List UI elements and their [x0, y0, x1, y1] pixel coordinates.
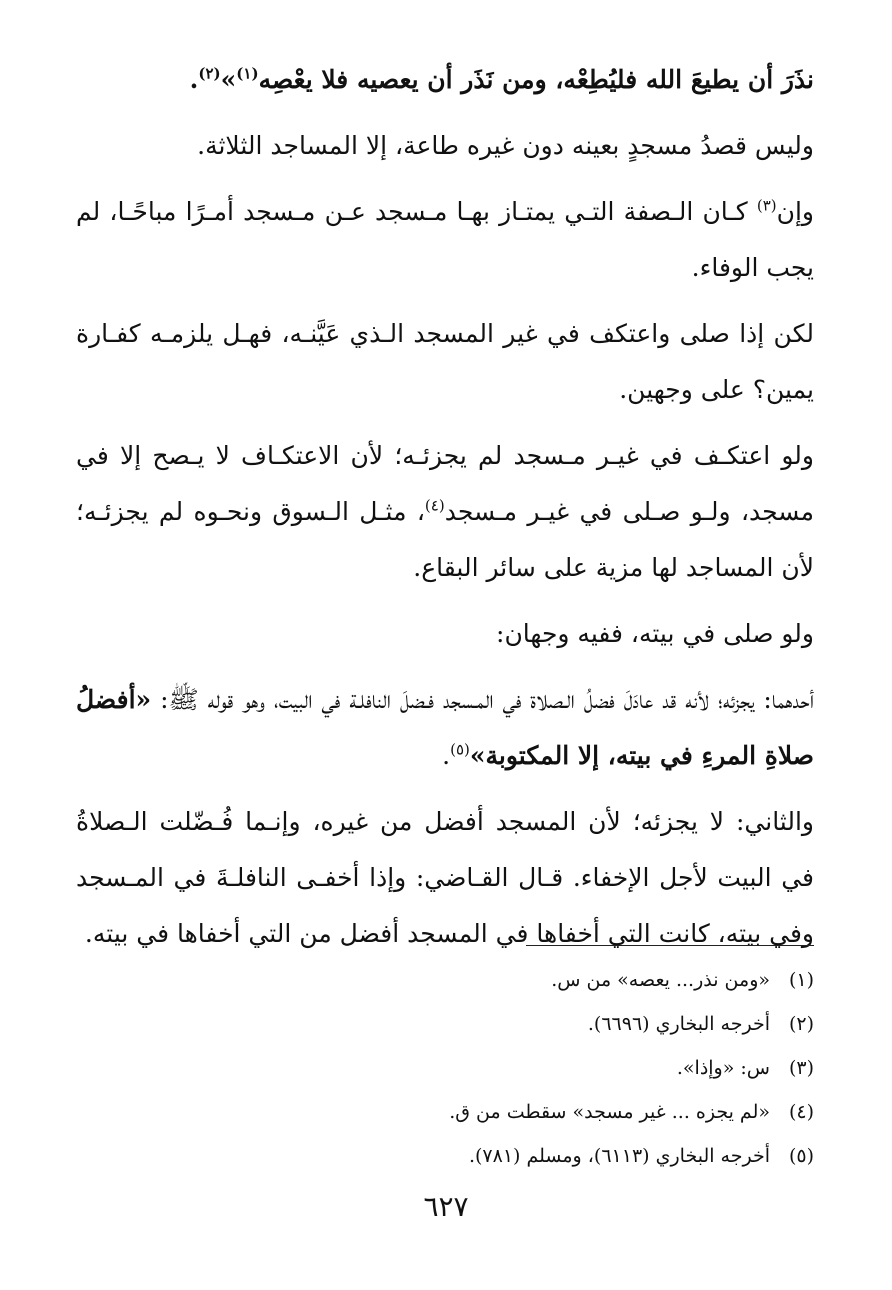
- paragraph-text: ، مثـل الـسوق ونحـوه لم يجزئـه؛ لأن المساجد لها مزية على سائر البقاع.: [76, 497, 814, 582]
- footnote-item: [214, 1046, 814, 1090]
- footnote-ref-3: (٣): [756, 196, 777, 215]
- footnote-text: أخرجه البخاري (٦٦٩٦).: [587, 1013, 770, 1035]
- paragraph-text: وإن: [776, 197, 814, 226]
- paragraph-text: أحدهما: يجزئه؛ لأنه قد عادَلَ فضلُ الـصلاة في المـسجد فـضلَ النافلـة في البيت، وهو قوله ﷺ:: [151, 685, 814, 714]
- footnote-item: [214, 958, 814, 1002]
- footnote-text: أخرجه البخاري (٦١١٣)، ومسلم (٧٨١).: [468, 1145, 770, 1167]
- footnote-ref-5: (٥): [450, 740, 470, 759]
- footnote-item: [214, 1134, 814, 1178]
- footnote-number: (٢): [788, 1013, 814, 1035]
- paragraph-mosque-attribute: [76, 184, 814, 296]
- footnote-number: (٤): [788, 1101, 814, 1123]
- paragraph-expiation: لكن إذا صلى واعتكف في غير المسجد الـذي عَيَّنـه، فهـل يلزمـه كفـارة يمين؟ على وجهين.: [76, 319, 814, 404]
- closing-quote: »: [220, 65, 237, 94]
- footnote-text: «ومن نذر... يعصه» من س.: [551, 969, 770, 991]
- hadith-quote: «أفضلُ صلاةِ المرءِ في بيته، إلا المكتوبة»: [76, 685, 814, 770]
- footnote-number: (٣): [788, 1057, 814, 1079]
- paragraph-prayer-home: ولو صلى في بيته، ففيه وجهان:: [496, 619, 814, 648]
- footnote-text: س: «وإذا».: [676, 1057, 770, 1079]
- footnote-ref-2: (٢): [198, 64, 221, 83]
- paragraph-mosque-intention: وليس قصدُ مسجدٍ بعينه دون غيره طاعة، إلا المساجد الثلاثة.: [197, 131, 814, 160]
- footnote-ref-1: (١): [236, 64, 259, 83]
- paragraph-text: ولو اعتكـف في غيـر مـسجد لم يجزئـه؛ لأن الاعتكـاف لا يـصح إلا في مسجد، ولـو صـلى في غيـر مـسجد: [76, 441, 814, 526]
- paragraph-text: نذَرَ أن يطيعَ الله فليُطِعْه، ومن نَذَر أن يعصيه فلا يعْصِه: [258, 65, 814, 94]
- footnote-number: (١): [788, 969, 814, 991]
- paragraph-end: .: [189, 65, 199, 94]
- paragraph-itikaf: [76, 428, 814, 596]
- footnote-item: [214, 1090, 814, 1134]
- footnotes: [214, 958, 814, 1178]
- paragraph-hadith-vow: [76, 52, 814, 108]
- footnote-number: (٥): [788, 1145, 814, 1167]
- footnote-text: «لم يجزه ... غير مسجد» سقطت من ق.: [449, 1101, 770, 1123]
- footnote-divider: [526, 945, 814, 946]
- page-body: [76, 52, 814, 972]
- page-number: ٦٢٧: [423, 1190, 469, 1223]
- footnote-item: [214, 1002, 814, 1046]
- paragraph-first-view: [76, 672, 814, 784]
- paragraph-second-view: والثاني: لا يجزئه؛ لأن المسجد أفضل من غيره، وإنـما فُـضّلت الـصلاةُ في البيت لأجل الإخفاء. قـال القـاضي: وإذا أخفـى النافلـةَ في المـسجد وفي بيته، كانت التي أخفاها في المسجد أفضل من التي أخفاها في بيته.: [76, 807, 814, 948]
- paragraph-text: كـان الـصفة التـي يمتـاز بهـا مـسجد عـن مـسجد أمـرًا مباحًـا، لم يجب الوفاء.: [76, 197, 814, 282]
- footnote-ref-4: (٤): [424, 496, 445, 515]
- paragraph-end: .: [442, 741, 451, 770]
